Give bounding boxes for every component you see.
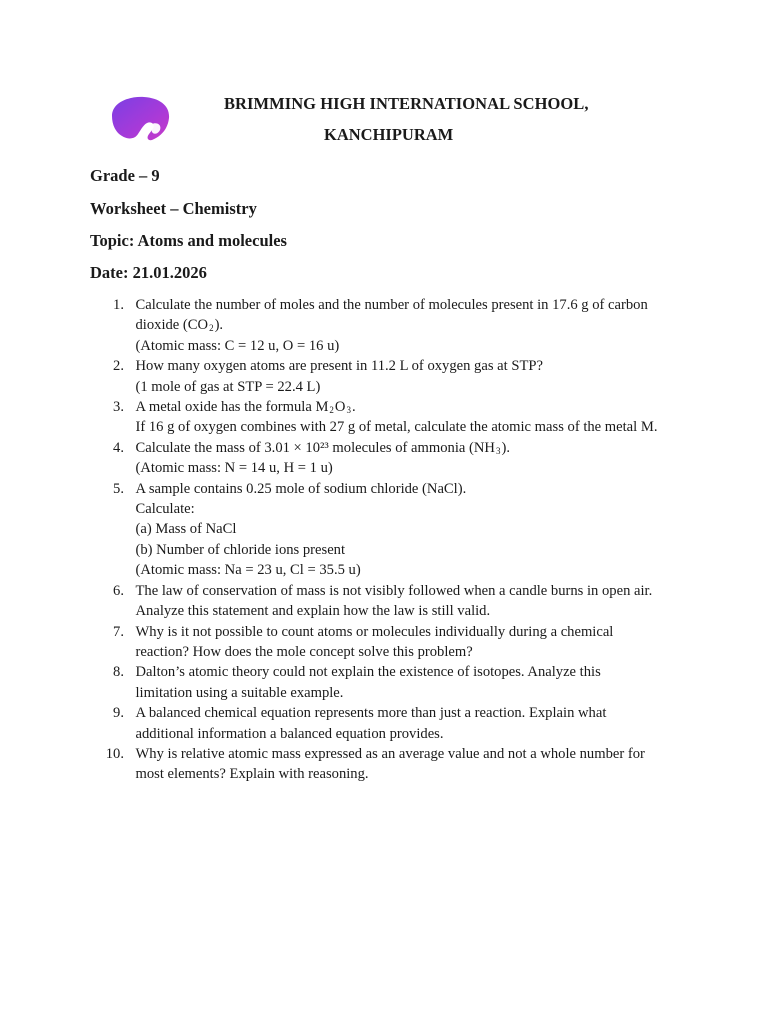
question-line: Why is it not possible to count atoms or molecules individually during a chemical (135, 623, 614, 640)
worksheet-label: Worksheet – Chemistry (90, 199, 257, 218)
text-segment: A metal oxide has the formula M (135, 399, 329, 416)
question-number: 7. (113, 623, 124, 640)
question-item (90, 356, 690, 397)
question-number: 2. (113, 358, 124, 375)
question-line: (1 mole of gas at STP = 22.4 L) (135, 378, 321, 395)
question-item (90, 581, 690, 622)
question-line: Calculate: (135, 501, 195, 518)
question-list (90, 295, 690, 785)
grade-label: Grade – 9 (90, 166, 160, 185)
question-line: (Atomic mass: Na = 23 u, Cl = 35.5 u) (135, 562, 361, 579)
text-segment: ). (501, 439, 510, 456)
subscript: 3 (346, 405, 351, 416)
question-line: Analyze this statement and explain how the law is still valid. (135, 603, 491, 620)
question-number: 3. (113, 399, 124, 416)
text-segment: O (334, 399, 346, 416)
text-segment: ). (214, 317, 224, 334)
question-line: How many oxygen atoms are present in 11.2 L of oxygen gas at STP? (135, 358, 543, 375)
subscript: 3 (495, 445, 501, 456)
text-segment: . (351, 399, 356, 416)
question-line: (a) Mass of NaCl (135, 521, 237, 538)
text-segment: dioxide (CO (135, 317, 209, 334)
question-line: A balanced chemical equation represents more than just a reaction. Explain what (135, 705, 607, 722)
question-item (90, 622, 690, 663)
question-item (90, 438, 690, 479)
question-number: 8. (113, 664, 124, 681)
question-number: 1. (113, 297, 124, 313)
school-name-line2: KANCHIPURAM (324, 125, 454, 144)
question-line (136, 397, 691, 417)
question-item (90, 744, 690, 785)
question-number: 6. (113, 582, 124, 599)
question-line: If 16 g of oxygen combines with 27 g of metal, calculate the atomic mass of the metal M. (135, 419, 658, 436)
question-line: The law of conservation of mass is not visibly followed when a candle burns in open air. (135, 582, 653, 599)
question-item (90, 662, 690, 703)
date-label: Date: 21.01.2026 (90, 263, 207, 282)
question-item (90, 295, 690, 356)
school-logo-icon (108, 94, 172, 144)
text-segment: Calculate the mass of 3.01 × 10²³ molecules of ammonia (NH (135, 439, 495, 456)
question-line: (Atomic mass: N = 14 u, H = 1 u) (135, 460, 333, 477)
question-line: additional information a balanced equation provides. (135, 725, 444, 742)
question-line (136, 315, 691, 335)
school-name-line1: BRIMMING HIGH INTERNATIONAL SCHOOL, (224, 94, 589, 113)
question-line: limitation using a suitable example. (135, 684, 344, 701)
question-number: 9. (113, 705, 124, 722)
topic-label: Topic: Atoms and molecules (90, 231, 287, 250)
question-item (90, 479, 690, 581)
question-line: (Atomic mass: C = 12 u, O = 16 u) (135, 337, 340, 354)
question-line: most elements? Explain with reasoning. (135, 766, 369, 783)
subscript: 2 (209, 323, 214, 334)
subscript: 2 (329, 405, 334, 416)
question-line: Dalton’s atomic theory could not explain the existence of isotopes. Analyze this (135, 664, 601, 681)
question-item (90, 703, 690, 744)
question-line: Calculate the number of moles and the number of molecules present in 17.6 g of carbon (135, 297, 648, 313)
question-line: A sample contains 0.25 mole of sodium chloride (NaCl). (135, 480, 467, 497)
question-line: reaction? How does the mole concept solve this problem? (135, 643, 473, 660)
question-number: 5. (113, 480, 124, 497)
question-line (136, 438, 691, 458)
question-line: Why is relative atomic mass expressed as an average value and not a whole number for (135, 745, 645, 762)
question-number: 4. (113, 439, 124, 456)
question-item (90, 397, 690, 438)
question-line: (b) Number of chloride ions present (135, 541, 346, 558)
question-number: 10. (105, 745, 124, 762)
